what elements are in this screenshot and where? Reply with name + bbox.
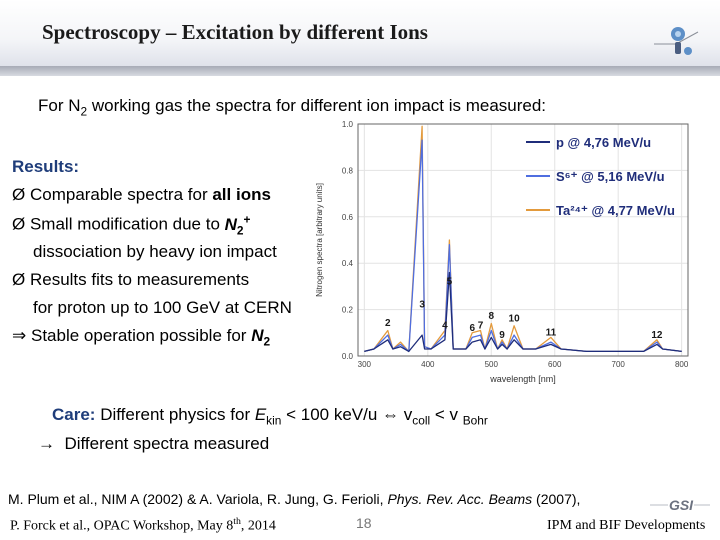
conclusion-stable: ⇒ Stable operation possible for $N_2$	[12, 326, 271, 349]
bullet-arrow-icon: Ø	[12, 270, 26, 289]
title-divider	[0, 66, 720, 76]
implies-icon: ⇒	[12, 326, 27, 345]
bullet-modification-cont: dissociation by heavy ion impact	[33, 242, 277, 261]
y-tick-label: 1.0	[341, 120, 353, 129]
y-axis-label: Nitrogen spectra [arbitrary units]	[315, 183, 324, 297]
peak-label: 2	[385, 318, 391, 330]
y-tick-label: 0.8	[341, 166, 353, 176]
spectra-chart	[312, 118, 698, 394]
footer-author: P. Forck et al., OPAC Workshop, May 8th, 2014	[10, 516, 276, 534]
legend-label: S⁶⁺ @ 5,16 MeV/u	[556, 169, 665, 184]
peak-label: 12	[651, 329, 663, 341]
bullet-arrow-icon: Ø	[12, 214, 26, 234]
bullet-modification: Ø Small modification due to $N_2^+$	[12, 212, 251, 238]
y-tick-label: 0.4	[341, 259, 353, 269]
x-tick-label: 300	[357, 360, 372, 369]
peak-label: 8	[488, 311, 495, 323]
x-tick-label: 400	[421, 360, 435, 369]
svg-text:GSI: GSI	[668, 497, 694, 513]
x-tick-label: 700	[611, 360, 625, 369]
different-spectra-note: → Different spectra measured	[38, 434, 270, 453]
peak-label: 9	[499, 329, 505, 341]
page-number: 18	[356, 515, 372, 531]
peak-label: 10	[508, 313, 520, 325]
peak-label: 3	[419, 299, 425, 311]
x-axis-label: wavelength [nm]	[490, 374, 556, 384]
peak-label: 11	[545, 327, 557, 339]
bullet-arrow-icon: Ø	[12, 185, 26, 204]
intro-text: For $N_2$ working gas the spectra for different ion impact is measured:	[38, 96, 547, 119]
bullet-comparable: Ø Comparable spectra for all ions	[12, 185, 271, 204]
y-tick-label: 0.6	[341, 212, 353, 222]
results-heading: Results:	[12, 157, 80, 176]
legend-label: p @ 4,76 MeV/u	[556, 135, 652, 150]
arrow-icon: →	[38, 434, 55, 453]
bullet-results-fit-cont: for proton up to 100 GeV at CERN	[33, 298, 292, 317]
footer-title: IPM and BIF Developments	[547, 518, 706, 533]
y-tick-label: 0.0	[341, 352, 353, 361]
gsi-logo-icon	[652, 20, 700, 62]
reference-citation: M. Plum et al., NIM A (2002) & A. Variola, R. Jung, G. Ferioli, Phys. Rev. Acc. Beams (2007),	[8, 491, 581, 507]
y-tick-label: 0.2	[341, 305, 353, 315]
iff-icon: ⇔	[382, 405, 400, 424]
bullet-results-fit: Ø Results fits to measurements	[12, 270, 250, 289]
legend-label: Ta²⁴⁺ @ 4,77 MeV/u	[556, 203, 675, 218]
gsi-footer-logo-icon	[650, 494, 710, 516]
peak-label: 4	[442, 320, 448, 332]
peak-label: 6	[469, 322, 476, 334]
x-tick-label: 800	[674, 360, 689, 369]
x-tick-label: 600	[548, 360, 562, 369]
care-note: Care: Different physics for $E_{kin} < 100$ keV/u ⇔ $v_{coll} < v$ $_{Bohr}$	[52, 405, 488, 428]
peak-label: 5	[446, 276, 453, 288]
slide-title: Spectroscopy – Excitation by different Ions	[42, 20, 428, 44]
peak-label: 7	[477, 320, 484, 332]
x-tick-label: 500	[484, 360, 498, 369]
